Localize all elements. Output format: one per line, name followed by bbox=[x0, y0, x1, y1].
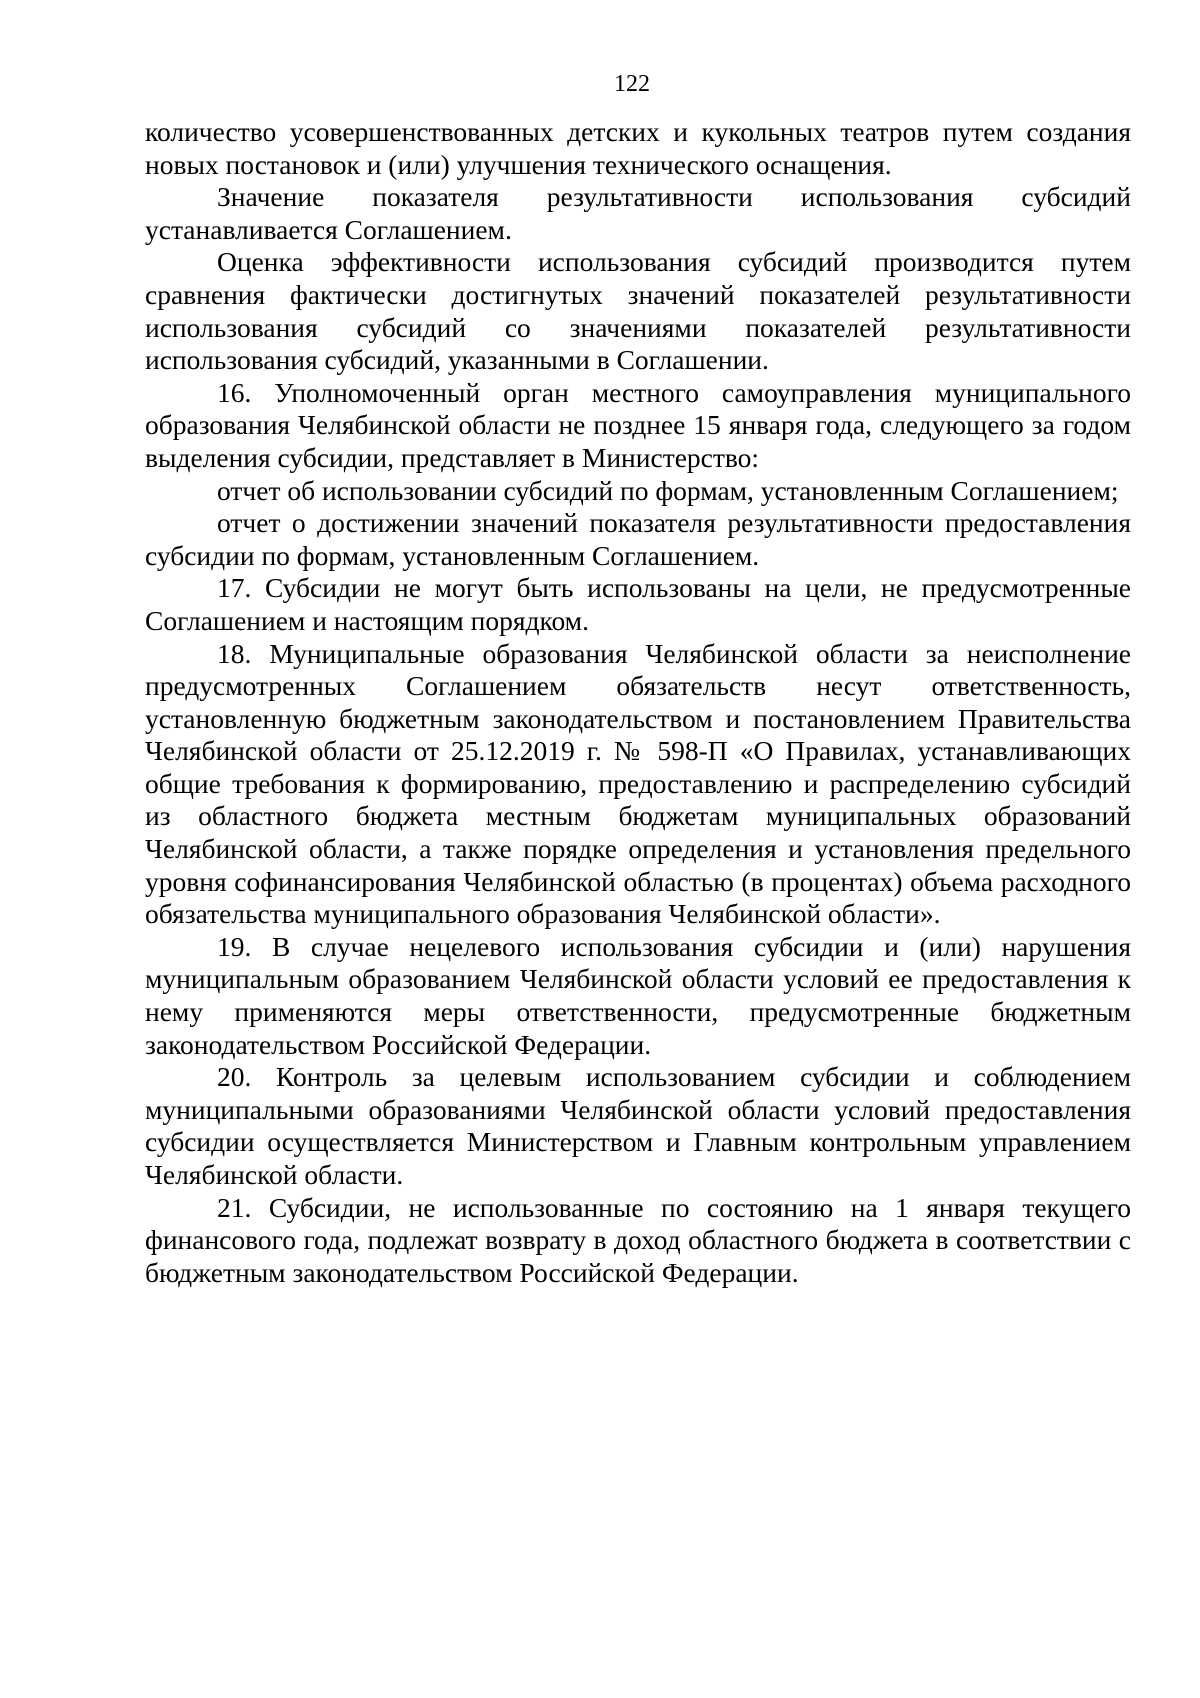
paragraph-16: 16. Уполномоченный орган местного самоуправления муниципального образования Челябинской области не позднее 15 января года, следующего за годом выделения субсидии, представляет в Министерство: bbox=[145, 376, 1131, 473]
paragraph-20: 20. Контроль за целевым использованием субсидии и соблюдением муниципальными образованиями Челябинской области условий предоставления субсидии осуществляется Министерством и Главным контрольным управлением Челябинской области. bbox=[145, 1061, 1131, 1190]
paragraph-18: 18. Муниципальные образования Челябинской области за неисполнение предусмотренных Соглашением обязательств несут ответственность, установленную бюджетным законодательством и постановлением Правительства Челябинской области от 25.12.2019 г. № 598-П «О Правилах, устанавливающих общие требования к формированию, предоставлению и распределению субсидий из областного бюджета местным бюджетам муниципальных образований Челябинской области, а также порядке определения и установления предельного уровня софинансирования Челябинской областью (в процентах) объема расходного обязательства муниципального образования Челябинской области». bbox=[145, 637, 1131, 930]
paragraph-19: 19. В случае нецелевого использования субсидии и (или) нарушения муниципальным образованием Челябинской области условий ее предоставления к нему применяются меры ответственности, предусмотренные бюджетным законодательством Российской Федерации. bbox=[145, 930, 1131, 1060]
paragraph-indicator-value: Значение показателя результативности использования субсидий устанавливается Соглашением. bbox=[145, 181, 1131, 245]
paragraph-21: 21. Субсидии, не использованные по состоянию на 1 января текущего финансового года, подлежат возврату в доход областного бюджета в соответствии с бюджетным законодательством Российской Федерации. bbox=[145, 1191, 1131, 1288]
paragraph-17: 17. Субсидии не могут быть использованы на цели, не предусмотренные Соглашением и настоящим порядком. bbox=[145, 572, 1131, 636]
paragraph-continuation: количество усовершенствованных детских и кукольных театров путем создания новых постановок и (или) улучшения технического оснащения. bbox=[145, 116, 1131, 180]
paragraph-efficiency-assessment: Оценка эффективности использования субсидий производится путем сравнения фактически достигнутых значений показателей результативности использования субсидий со значениями показателей результативности использования субсидий, указанными в Соглашении. bbox=[145, 246, 1131, 376]
paragraph-report-usage: отчет об использовании субсидий по формам, установленным Соглашением; bbox=[217, 474, 1119, 506]
document-body bbox=[145, 116, 1131, 1289]
paragraph-report-achievement: отчет о достижении значений показателя результативности предоставления субсидии по формам, установленным Соглашением. bbox=[145, 507, 1131, 571]
page-number: 122 bbox=[614, 71, 650, 97]
